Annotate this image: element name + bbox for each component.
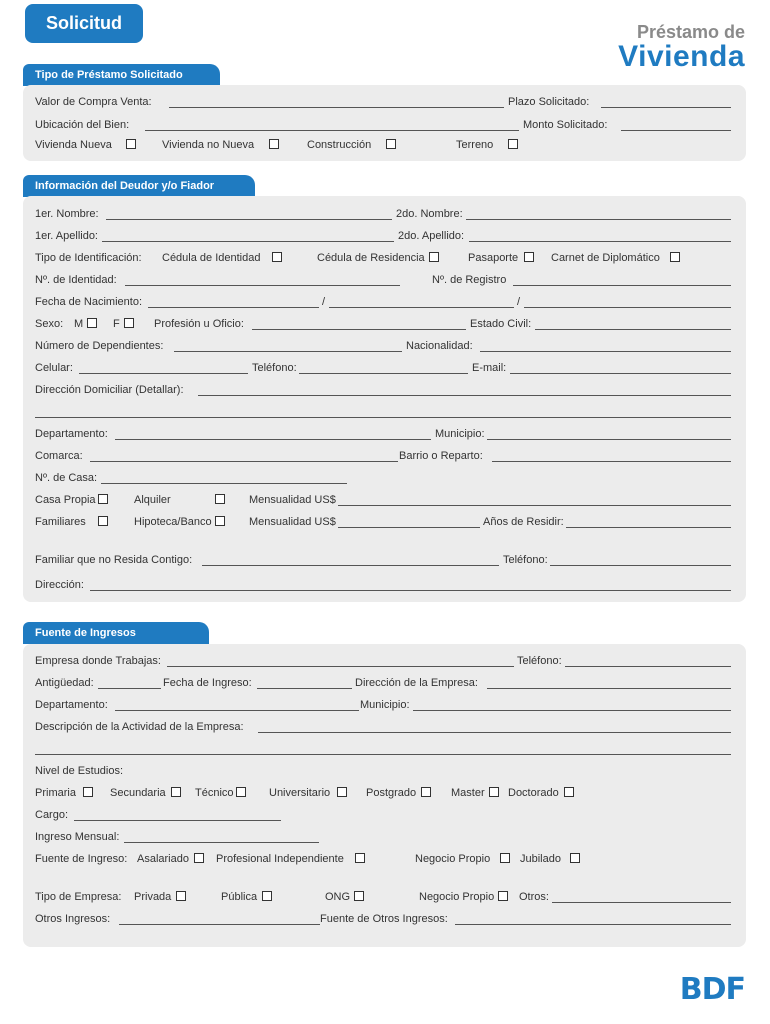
field-ingreso-mensual[interactable]: [124, 842, 319, 843]
row-num-id: [35, 273, 731, 287]
label-postgrado: Postgrado: [366, 787, 417, 799]
row-departamento: [35, 427, 731, 441]
label-antiguedad: Antigüedad:: [35, 677, 94, 689]
label-num-reg: Nº. de Registro: [432, 274, 507, 286]
section-tab-income: Fuente de Ingresos: [23, 622, 209, 644]
label-pasaporte: Pasaporte: [468, 252, 519, 264]
label-ingreso-mensual: Ingreso Mensual:: [35, 831, 120, 843]
field-departamento[interactable]: [115, 439, 431, 440]
field-profesion[interactable]: [252, 329, 466, 330]
label-master: Master: [451, 787, 485, 799]
row-estudios-opciones: [35, 786, 731, 800]
field-nacionalidad[interactable]: [480, 351, 731, 352]
row-vivienda-tipo: [35, 138, 731, 152]
checkbox-universitario[interactable]: [337, 787, 347, 797]
checkbox-ong[interactable]: [354, 891, 364, 901]
label-sexo: Sexo:: [35, 318, 64, 330]
field-num-id[interactable]: [125, 285, 400, 286]
label-direccion-familiar: Dirección:: [35, 579, 84, 591]
field-nombre1[interactable]: [106, 219, 392, 220]
field-apellido2[interactable]: [469, 241, 731, 242]
checkbox-negocio-propio-2[interactable]: [498, 891, 508, 901]
label-asalariado: Asalariado: [137, 853, 189, 865]
checkbox-primaria[interactable]: [83, 787, 93, 797]
label-fuente-otros: Fuente de Otros Ingresos:: [320, 913, 448, 925]
label-apellido2: 2do. Apellido:: [398, 230, 465, 242]
label-tipo-id: Tipo de Identificación:: [35, 252, 142, 264]
label-hipoteca: Hipoteca/Banco: [134, 516, 212, 528]
row-sexo: [35, 317, 731, 331]
label-telefono-familiar: Teléfono:: [503, 554, 548, 566]
checkbox-master[interactable]: [489, 787, 499, 797]
field-municipio[interactable]: [487, 439, 731, 440]
label-nacionalidad: Nacionalidad:: [406, 340, 473, 352]
label-monto: Monto Solicitado:: [523, 119, 608, 131]
label-fecha-ingreso: Fecha de Ingreso:: [163, 677, 252, 689]
field-comarca[interactable]: [90, 461, 398, 462]
row-direccion-dom: [35, 383, 731, 397]
bdf-logo: BDF: [679, 972, 745, 1007]
label-telefono: Teléfono:: [252, 362, 297, 374]
field-descripcion-2[interactable]: [35, 754, 731, 755]
label-publica: Pública: [221, 891, 258, 903]
label-otros-ingresos: Otros Ingresos:: [35, 913, 111, 925]
row-direccion-dom-2: [35, 405, 731, 419]
label-profesion: Profesión u Oficio:: [154, 318, 244, 330]
label-universitario: Universitario: [269, 787, 331, 799]
label-secundaria: Secundaria: [110, 787, 166, 799]
label-num-casa: Nº. de Casa:: [35, 472, 98, 484]
row-cargo: [35, 808, 731, 822]
label-terreno: Terreno: [456, 139, 494, 151]
label-tecnico: Técnico: [195, 787, 234, 799]
field-valor-compra[interactable]: [169, 107, 504, 108]
label-municipio-empresa: Municipio:: [360, 699, 410, 711]
label-anos-residir: Años de Residir:: [483, 516, 564, 528]
label-ubicacion: Ubicación del Bien:: [35, 119, 130, 131]
field-mensualidad-1[interactable]: [338, 505, 731, 506]
row-valor-plazo: [35, 95, 731, 109]
field-mensualidad-2[interactable]: [338, 527, 480, 528]
label-departamento: Departamento:: [35, 428, 108, 440]
label-nivel-estudios: Nivel de Estudios:: [35, 765, 124, 777]
field-nombre2[interactable]: [466, 219, 731, 220]
label-celular: Celular:: [35, 362, 73, 374]
field-descripcion[interactable]: [258, 732, 731, 733]
checkbox-cedula-res[interactable]: [429, 252, 439, 262]
row-familiar: [35, 553, 731, 567]
field-num-casa[interactable]: [101, 483, 347, 484]
row-ingreso-mensual: [35, 830, 731, 844]
brand-title: Vivienda: [618, 40, 745, 73]
checkbox-privada[interactable]: [176, 891, 186, 901]
label-carnet: Carnet de Diplomático: [551, 252, 660, 264]
label-alquiler: Alquiler: [134, 494, 171, 506]
checkbox-carnet[interactable]: [670, 252, 680, 262]
checkbox-hipoteca[interactable]: [215, 516, 225, 526]
brand-subtitle: Préstamo de: [636, 22, 745, 42]
checkbox-construccion[interactable]: [386, 139, 396, 149]
label-ong: ONG: [325, 891, 351, 903]
label-mensualidad-1: Mensualidad US$: [249, 494, 336, 506]
field-ubicacion[interactable]: [145, 130, 519, 131]
row-casa-propia: [35, 493, 731, 507]
row-direccion-familiar: [35, 578, 731, 592]
form-title-tab: Solicitud: [25, 4, 143, 43]
label-cedula-res: Cédula de Residencia: [317, 252, 425, 264]
row-nombres: [35, 207, 731, 221]
label-negocio-propio: Negocio Propio: [415, 853, 491, 865]
checkbox-cedula-id[interactable]: [272, 252, 282, 262]
field-anos-residir[interactable]: [566, 527, 731, 528]
field-familiar[interactable]: [202, 565, 499, 566]
row-descripcion-2: [35, 742, 731, 756]
label-nombre2: 2do. Nombre:: [396, 208, 463, 220]
label-departamento-empresa: Departamento:: [35, 699, 108, 711]
checkbox-pasaporte[interactable]: [524, 252, 534, 262]
checkbox-alquiler[interactable]: [215, 494, 225, 504]
label-municipio: Municipio:: [435, 428, 485, 440]
label-primaria: Primaria: [35, 787, 76, 799]
label-comarca: Comarca:: [35, 450, 83, 462]
label-valor-compra: Valor de Compra Venta:: [35, 96, 152, 108]
row-descripcion: [35, 720, 731, 734]
label-otros: Otros:: [519, 891, 549, 903]
label-casa-propia: Casa Propia: [35, 494, 96, 506]
label-fuente-ingreso: Fuente de Ingreso:: [35, 853, 128, 865]
field-otros[interactable]: [552, 902, 731, 903]
row-nivel-estudios: [35, 764, 731, 778]
field-plazo[interactable]: [601, 107, 731, 108]
field-monto[interactable]: [621, 130, 731, 131]
date-separator-1: /: [322, 296, 326, 308]
label-empresa: Empresa donde Trabajas:: [35, 655, 161, 667]
checkbox-asalariado[interactable]: [194, 853, 204, 863]
label-apellido1: 1er. Apellido:: [35, 230, 98, 242]
label-dependientes: Número de Dependientes:: [35, 340, 164, 352]
field-cargo[interactable]: [74, 820, 281, 821]
checkbox-familiares[interactable]: [98, 516, 108, 526]
field-barrio[interactable]: [492, 461, 731, 462]
checkbox-negocio-propio[interactable]: [500, 853, 510, 863]
row-departamento-empresa: [35, 698, 731, 712]
checkbox-prof-indep[interactable]: [355, 853, 365, 863]
row-apellidos: [35, 229, 731, 243]
field-email[interactable]: [510, 373, 731, 374]
row-empresa: [35, 654, 731, 668]
label-tipo-empresa: Tipo de Empresa:: [35, 891, 122, 903]
field-apellido1[interactable]: [102, 241, 394, 242]
field-num-reg[interactable]: [513, 285, 731, 286]
checkbox-vivienda-no-nueva[interactable]: [269, 139, 279, 149]
row-fecha-nac: [35, 295, 731, 309]
label-sexo-f: F: [113, 318, 120, 330]
checkbox-sexo-f[interactable]: [124, 318, 134, 328]
field-estado-civil[interactable]: [535, 329, 731, 330]
field-empresa[interactable]: [167, 666, 514, 667]
section-tab-loan-type: Tipo de Préstamo Solicitado: [23, 64, 220, 86]
label-cedula-id: Cédula de Identidad: [162, 252, 261, 264]
label-privada: Privada: [134, 891, 172, 903]
label-direccion-dom: Dirección Domiciliar (Detallar):: [35, 384, 184, 396]
field-telefono-empresa[interactable]: [565, 666, 731, 667]
field-departamento-empresa[interactable]: [115, 710, 359, 711]
label-plazo: Plazo Solicitado:: [508, 96, 590, 108]
label-mensualidad-2: Mensualidad US$: [249, 516, 336, 528]
checkbox-postgrado[interactable]: [421, 787, 431, 797]
field-direccion-empresa[interactable]: [487, 688, 731, 689]
field-fuente-otros[interactable]: [455, 924, 731, 925]
row-ubicacion-monto: [35, 118, 731, 132]
row-num-casa: [35, 471, 731, 485]
label-familiares: Familiares: [35, 516, 86, 528]
field-otros-ingresos[interactable]: [119, 924, 320, 925]
field-antiguedad[interactable]: [98, 688, 161, 689]
field-celular[interactable]: [79, 373, 248, 374]
checkbox-doctorado[interactable]: [564, 787, 574, 797]
row-tipo-empresa: [35, 890, 731, 904]
label-vivienda-no-nueva: Vivienda no Nueva: [162, 139, 255, 151]
label-email: E-mail:: [472, 362, 507, 374]
label-nombre1: 1er. Nombre:: [35, 208, 99, 220]
field-municipio-empresa[interactable]: [413, 710, 731, 711]
label-descripcion: Descripción de la Actividad de la Empresa:: [35, 721, 244, 733]
field-telefono-familiar[interactable]: [550, 565, 731, 566]
field-direccion-dom-2[interactable]: [35, 417, 731, 418]
checkbox-jubilado[interactable]: [570, 853, 580, 863]
row-otros-ingresos: [35, 912, 731, 926]
label-cargo: Cargo:: [35, 809, 69, 821]
label-prof-indep: Profesional Independiente: [216, 853, 344, 865]
checkbox-tecnico[interactable]: [236, 787, 246, 797]
row-dependientes: [35, 339, 731, 353]
row-tipo-id: [35, 251, 731, 265]
checkbox-casa-propia[interactable]: [98, 494, 108, 504]
row-comarca: [35, 449, 731, 463]
field-fecha-ano[interactable]: [524, 307, 731, 308]
field-fecha-mes[interactable]: [329, 307, 514, 308]
field-fecha-dia[interactable]: [148, 307, 319, 308]
date-separator-2: /: [517, 296, 521, 308]
field-dependientes[interactable]: [174, 351, 402, 352]
checkbox-publica[interactable]: [262, 891, 272, 901]
checkbox-terreno[interactable]: [508, 139, 518, 149]
label-vivienda-nueva: Vivienda Nueva: [35, 139, 112, 151]
label-sexo-m: M: [74, 318, 84, 330]
checkbox-secundaria[interactable]: [171, 787, 181, 797]
row-contacto: [35, 361, 731, 375]
checkbox-sexo-m[interactable]: [87, 318, 97, 328]
row-familiares: [35, 515, 731, 529]
field-fecha-ingreso[interactable]: [257, 688, 352, 689]
label-doctorado: Doctorado: [508, 787, 559, 799]
checkbox-vivienda-nueva[interactable]: [126, 139, 136, 149]
label-telefono-empresa: Teléfono:: [517, 655, 562, 667]
label-num-id: Nº. de Identidad:: [35, 274, 117, 286]
label-fecha-nac: Fecha de Nacimiento:: [35, 296, 142, 308]
label-construccion: Construcción: [307, 139, 372, 151]
row-fuente-ingreso: [35, 852, 731, 866]
field-telefono[interactable]: [299, 373, 468, 374]
row-antiguedad: [35, 676, 731, 690]
label-estado-civil: Estado Civil:: [470, 318, 532, 330]
field-direccion-dom[interactable]: [198, 395, 731, 396]
label-familiar: Familiar que no Resida Contigo:: [35, 554, 193, 566]
label-barrio: Barrio o Reparto:: [399, 450, 483, 462]
field-direccion-familiar[interactable]: [90, 590, 731, 591]
label-direccion-empresa: Dirección de la Empresa:: [355, 677, 478, 689]
label-negocio-propio-2: Negocio Propio: [419, 891, 495, 903]
label-jubilado: Jubilado: [520, 853, 561, 865]
section-tab-debtor: Información del Deudor y/o Fiador: [23, 175, 255, 197]
